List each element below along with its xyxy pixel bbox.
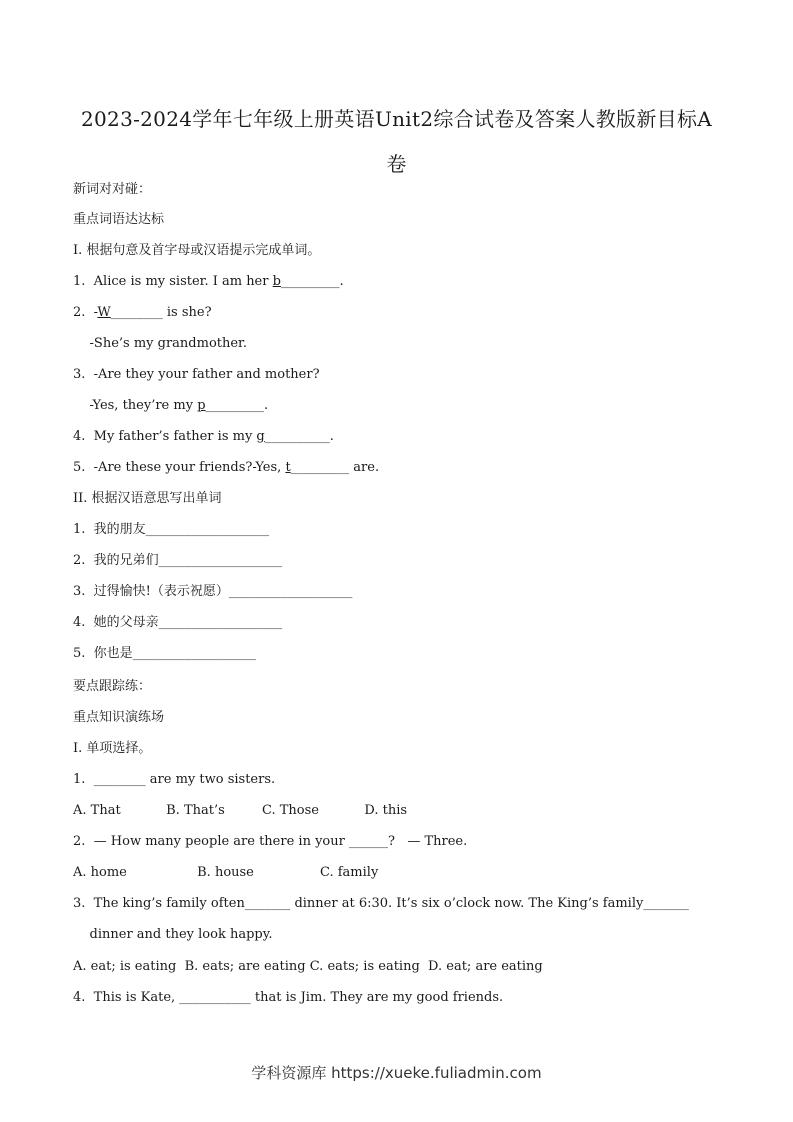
line-text: 重点词语达达标 — [73, 212, 165, 227]
blank-text: _________. — [205, 398, 269, 413]
line-text: 2. — How many people are there in your ______? — Three. — [73, 834, 468, 849]
text-line — [73, 181, 151, 199]
line-text: 4. 她的父母亲___________________ — [73, 615, 283, 630]
line-text: -She’s my grandmother. — [73, 336, 247, 351]
page-title-line2: 卷 — [386, 152, 407, 176]
line-text: I. 根据句意及首字母或汉语提示完成单词。 — [73, 243, 321, 258]
text-line — [73, 740, 151, 758]
line-text: dinner and they look happy. — [73, 927, 273, 942]
text-line — [73, 678, 151, 696]
line-text: I. 单项选择。 — [73, 741, 152, 756]
line-text: -Yes, they’re my — [73, 398, 198, 413]
text-line — [73, 273, 344, 291]
text-line — [73, 833, 467, 851]
text-line — [73, 335, 247, 353]
footer-watermark: 学科资源库 https://xueke.fuliadmin.com — [251, 1064, 542, 1082]
line-text: 2. - — [73, 305, 98, 320]
line-text: 3. -Are they your father and mother? — [73, 367, 320, 382]
text-line — [73, 645, 256, 663]
text-line — [73, 926, 272, 944]
line-text: 5. -Are these your friends?-Yes, — [73, 460, 286, 475]
blank-text: _________ are. — [290, 460, 380, 475]
text-line — [73, 397, 268, 415]
line-text: 1. 我的朋友___________________ — [73, 522, 270, 537]
text-line — [73, 490, 222, 508]
text-line — [73, 709, 164, 727]
line-text: 新词对对碰： — [73, 182, 152, 197]
text-line — [73, 614, 282, 632]
text-line — [73, 304, 212, 322]
line-text: 要点跟踪练： — [73, 679, 152, 694]
hint-letter: t — [285, 460, 291, 475]
hint-letter: W — [97, 305, 111, 320]
text-line — [73, 366, 320, 384]
hint-letter: b — [272, 274, 281, 289]
page-title-line1: 2023-2024学年七年级上册英语Unit2综合试卷及答案人教版新目标A — [81, 107, 712, 131]
text-line — [73, 958, 543, 976]
blank-text: __________. — [264, 429, 334, 444]
text-line — [73, 989, 503, 1007]
blank-text: ________ is she? — [110, 305, 212, 320]
line-text: A. eat; is eating B. eats; are eating C. eats; is eating D. eat; are eating — [73, 959, 543, 974]
text-line — [73, 583, 352, 601]
line-text: 重点知识演练场 — [73, 710, 165, 725]
line-text: 4. This is Kate, ___________ that is Jim. They are my good friends. — [73, 990, 504, 1005]
text-line — [73, 428, 334, 446]
line-text: 1. Alice is my sister. I am her — [73, 274, 273, 289]
line-text: 5. 你也是___________________ — [73, 646, 257, 661]
blank-text: _________. — [280, 274, 344, 289]
line-text: 4. My father’s father is my — [73, 429, 257, 444]
text-line — [73, 242, 320, 260]
line-text: 1. ________ are my two sisters. — [73, 772, 276, 787]
text-line — [73, 552, 282, 570]
text-line — [73, 895, 689, 913]
line-text: 3. The king’s family often_______ dinner at 6:30. It’s six o’clock now. The King’s family_______ — [73, 896, 689, 911]
line-text: A. home B. house C. family — [73, 865, 379, 880]
hint-letter: g — [256, 429, 265, 444]
text-line — [73, 864, 378, 882]
text-line — [73, 521, 269, 539]
line-text: 3. 过得愉快!（表示祝愿）___________________ — [73, 584, 353, 599]
text-line — [73, 211, 164, 229]
line-text: II. 根据汉语意思写出单词 — [73, 491, 222, 506]
text-line — [73, 771, 275, 789]
text-line — [73, 459, 379, 477]
line-text: A. That B. That’s C. Those D. this — [73, 803, 408, 818]
line-text: 2. 我的兄弟们___________________ — [73, 553, 283, 568]
text-line — [73, 802, 407, 820]
hint-letter: p — [197, 398, 206, 413]
